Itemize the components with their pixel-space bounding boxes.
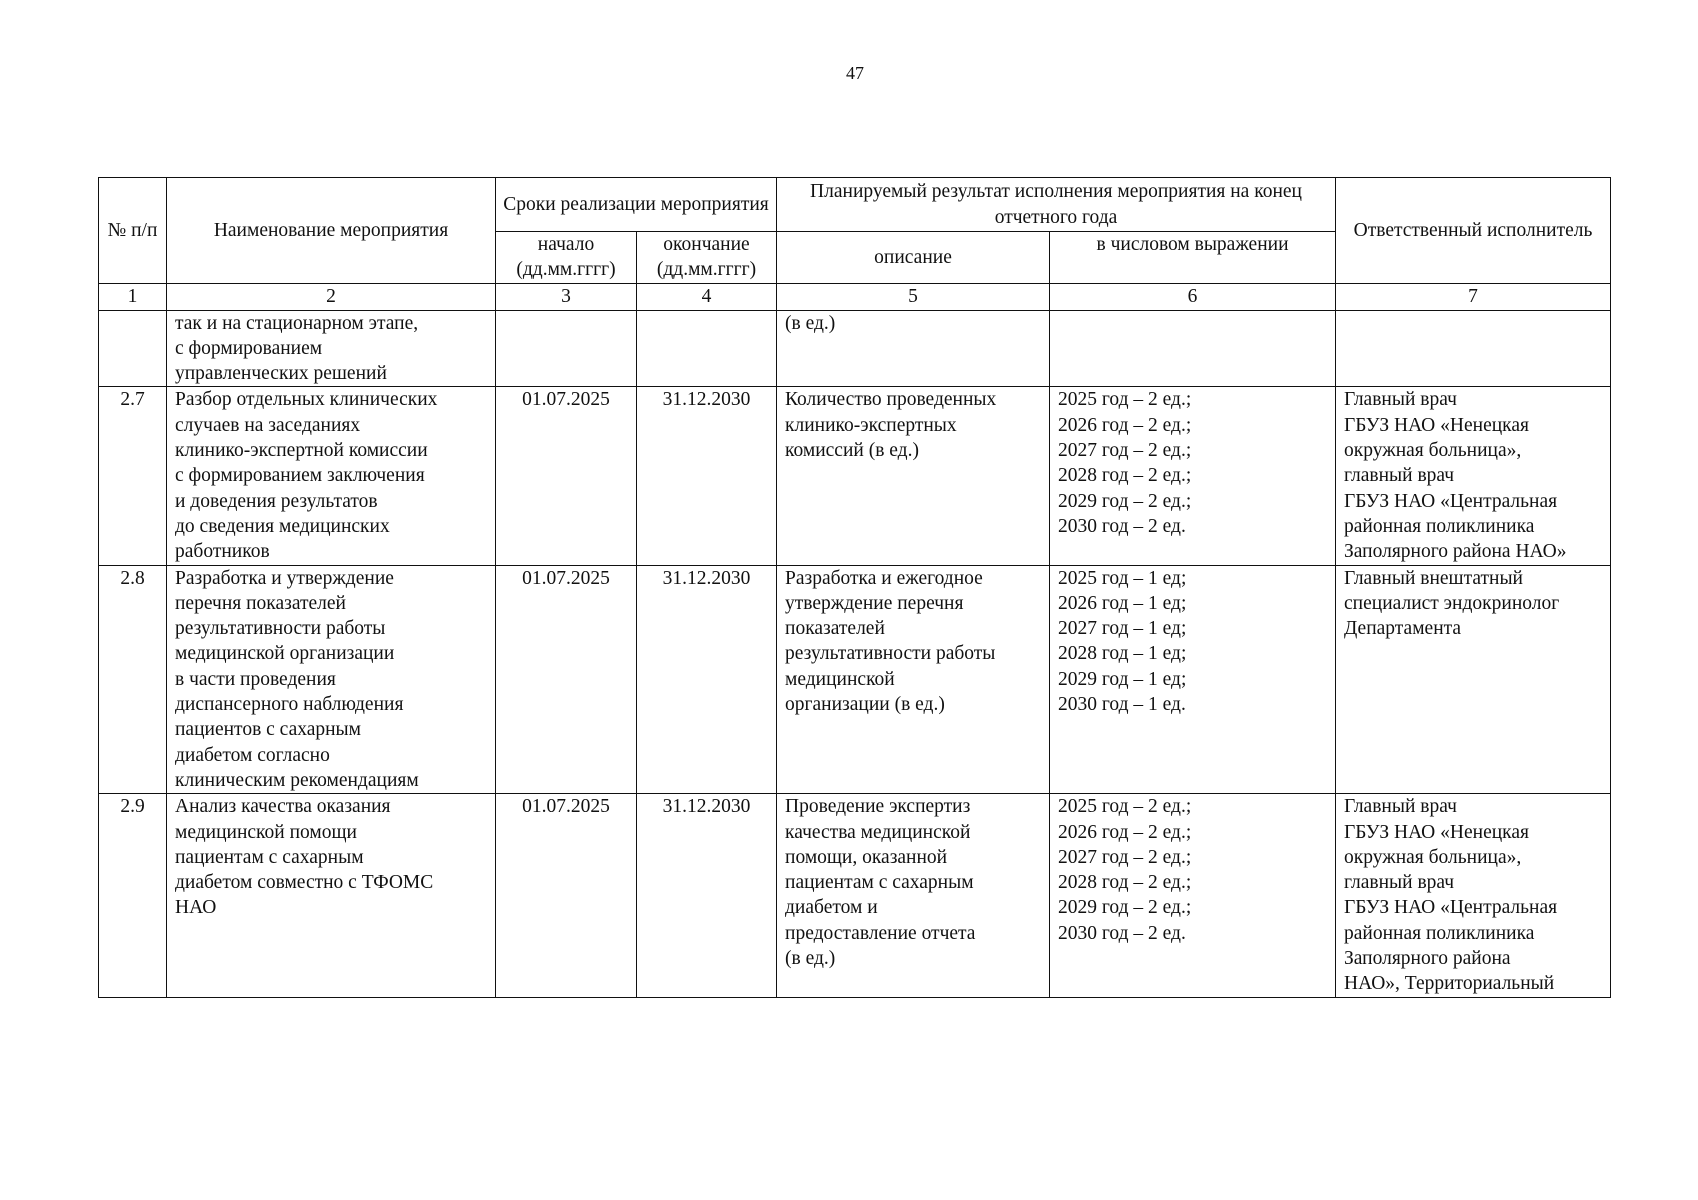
column-numbers-row bbox=[99, 283, 1611, 310]
responsible-executor-line: Главный врач bbox=[1344, 389, 1457, 411]
result-description-line: Количество проведенных bbox=[785, 389, 997, 411]
page-number: 47 bbox=[846, 63, 864, 83]
activity-name-line: Разбор отдельных клинических bbox=[175, 389, 438, 411]
activity-name-line: клинико-экспертной комиссии bbox=[175, 440, 428, 462]
responsible-executor-line: ГБУЗ НАО «Ненецкая bbox=[1344, 414, 1529, 436]
result-numeric-line: 2030 год – 2 ед. bbox=[1058, 515, 1186, 537]
activity-name-line: до сведения медицинских bbox=[175, 515, 390, 537]
result-description bbox=[777, 387, 1050, 565]
result-description-line: качества медицинской bbox=[785, 821, 971, 843]
header-terms: Сроки реализации мероприятия bbox=[496, 178, 777, 232]
responsible-executor-line: ГБУЗ НАО «Центральная bbox=[1344, 490, 1558, 512]
header-name: Наименование мероприятия bbox=[167, 178, 496, 284]
result-numeric-line: 2028 год – 2 ед.; bbox=[1058, 872, 1192, 894]
start-date: 01.07.2025 bbox=[496, 565, 637, 794]
responsible-executor-line: главный врач bbox=[1344, 872, 1455, 894]
activity-name bbox=[167, 794, 496, 997]
result-numeric-line: 2026 год – 2 ед.; bbox=[1058, 414, 1192, 436]
result-numeric bbox=[1050, 310, 1336, 387]
result-numeric bbox=[1050, 387, 1336, 565]
header-result: Планируемый результат исполнения мероприятия на конец отчетного года bbox=[777, 178, 1336, 232]
activity-name-line: с формированием bbox=[175, 337, 323, 359]
result-numeric-line: 2029 год – 1 ед; bbox=[1058, 668, 1187, 690]
activity-name bbox=[167, 565, 496, 794]
result-description-line: (в ед.) bbox=[785, 948, 836, 970]
row-number bbox=[99, 310, 167, 387]
column-number: 3 bbox=[496, 283, 637, 310]
column-number: 6 bbox=[1050, 283, 1336, 310]
result-description-line: диабетом и bbox=[785, 897, 878, 919]
activity-name bbox=[167, 387, 496, 565]
activity-name-line: пациентов с сахарным bbox=[175, 719, 362, 741]
result-numeric-line: 2028 год – 1 ед; bbox=[1058, 643, 1187, 665]
result-numeric-line: 2026 год – 1 ед; bbox=[1058, 592, 1187, 614]
result-numeric-line: 2025 год – 1 ед; bbox=[1058, 567, 1187, 589]
result-description-line: клинико-экспертных bbox=[785, 414, 957, 436]
activity-name-line: результативности работы bbox=[175, 618, 386, 640]
responsible-executor-line: Главный врач bbox=[1344, 796, 1457, 818]
responsible-executor bbox=[1336, 794, 1611, 997]
activity-name-line: пациентам с сахарным bbox=[175, 846, 364, 868]
activity-name-line: управленческих решений bbox=[175, 363, 387, 385]
activity-name-line: НАО bbox=[175, 897, 217, 919]
header-numeric: в числовом выражении bbox=[1050, 232, 1336, 284]
start-date: 01.07.2025 bbox=[496, 794, 637, 997]
result-description-line: комиссий (в ед.) bbox=[785, 440, 919, 462]
result-description-line: результативности работы bbox=[785, 643, 996, 665]
result-description-line: пациентам с сахарным bbox=[785, 872, 974, 894]
result-numeric-line: 2025 год – 2 ед.; bbox=[1058, 796, 1192, 818]
result-numeric-line: 2029 год – 2 ед.; bbox=[1058, 897, 1192, 919]
result-description-line: Разработка и ежегодное bbox=[785, 567, 983, 589]
table-row bbox=[99, 794, 1611, 997]
header-responsible: Ответственный исполнитель bbox=[1336, 178, 1611, 284]
column-number: 1 bbox=[99, 283, 167, 310]
header-num: № п/п bbox=[99, 178, 167, 284]
activity-name-line: случаев на заседаниях bbox=[175, 414, 361, 436]
activity-name bbox=[167, 310, 496, 387]
activity-name-line: диспансерного наблюдения bbox=[175, 694, 404, 716]
result-description bbox=[777, 565, 1050, 794]
end-date bbox=[637, 310, 777, 387]
activity-name-line: с формированием заключения bbox=[175, 465, 425, 487]
result-description-line: показателей bbox=[785, 618, 885, 640]
responsible-executor-line: районная поликлиника bbox=[1344, 515, 1535, 537]
end-date: 31.12.2030 bbox=[637, 387, 777, 565]
result-description bbox=[777, 310, 1050, 387]
table-body bbox=[99, 310, 1611, 997]
responsible-executor-line: НАО», Территориальный bbox=[1344, 973, 1555, 995]
activities-table bbox=[98, 177, 1611, 998]
activity-name-line: медицинской помощи bbox=[175, 821, 357, 843]
responsible-executor bbox=[1336, 310, 1611, 387]
header-description: описание bbox=[777, 232, 1050, 284]
result-description-line: предоставление отчета bbox=[785, 922, 976, 944]
start-date: 01.07.2025 bbox=[496, 387, 637, 565]
activity-name-line: клиническим рекомендациям bbox=[175, 769, 419, 791]
result-description-line: утверждение перечня bbox=[785, 592, 964, 614]
activity-name-line: диабетом согласно bbox=[175, 744, 330, 766]
responsible-executor bbox=[1336, 387, 1611, 565]
result-description-line: Проведение экспертиз bbox=[785, 796, 971, 818]
activity-name-line: диабетом совместно с ТФОМС bbox=[175, 872, 434, 894]
activity-name-line: так и на стационарном этапе, bbox=[175, 312, 419, 334]
result-description-line: помощи, оказанной bbox=[785, 846, 948, 868]
responsible-executor-line: районная поликлиника bbox=[1344, 922, 1535, 944]
responsible-executor-line: ГБУЗ НАО «Ненецкая bbox=[1344, 821, 1529, 843]
responsible-executor-line: окружная больница», bbox=[1344, 440, 1522, 462]
header-start: начало (дд.мм.гггг) bbox=[496, 232, 637, 284]
activity-name-line: перечня показателей bbox=[175, 592, 346, 614]
table-row bbox=[99, 310, 1611, 387]
end-date: 31.12.2030 bbox=[637, 794, 777, 997]
column-number: 5 bbox=[777, 283, 1050, 310]
column-number: 2 bbox=[167, 283, 496, 310]
responsible-executor-line: Главный внештатный bbox=[1344, 567, 1523, 589]
activity-name-line: и доведения результатов bbox=[175, 490, 378, 512]
result-numeric-line: 2027 год – 2 ед.; bbox=[1058, 846, 1192, 868]
activity-name-line: Разработка и утверждение bbox=[175, 567, 394, 589]
result-numeric-line: 2026 год – 2 ед.; bbox=[1058, 821, 1192, 843]
result-description-line: (в ед.) bbox=[785, 312, 836, 334]
result-numeric-line: 2028 год – 2 ед.; bbox=[1058, 465, 1192, 487]
activity-name-line: работников bbox=[175, 541, 270, 563]
table-row bbox=[99, 387, 1611, 565]
result-numeric-line: 2027 год – 1 ед; bbox=[1058, 618, 1187, 640]
result-description-line: организации (в ед.) bbox=[785, 694, 945, 716]
responsible-executor-line: ГБУЗ НАО «Центральная bbox=[1344, 897, 1558, 919]
row-number: 2.8 bbox=[99, 565, 167, 794]
result-numeric-line: 2025 год – 2 ед.; bbox=[1058, 389, 1192, 411]
responsible-executor-line: Департамента bbox=[1344, 618, 1462, 640]
end-date: 31.12.2030 bbox=[637, 565, 777, 794]
result-numeric-line: 2029 год – 2 ед.; bbox=[1058, 490, 1192, 512]
row-number: 2.7 bbox=[99, 387, 167, 565]
result-numeric-line: 2027 год – 2 ед.; bbox=[1058, 440, 1192, 462]
table-row bbox=[99, 565, 1611, 794]
row-number: 2.9 bbox=[99, 794, 167, 997]
start-date bbox=[496, 310, 637, 387]
responsible-executor bbox=[1336, 565, 1611, 794]
result-numeric bbox=[1050, 565, 1336, 794]
activity-name-line: Анализ качества оказания bbox=[175, 796, 391, 818]
header-end: окончание (дд.мм.гггг) bbox=[637, 232, 777, 284]
responsible-executor-line: Заполярного района bbox=[1344, 948, 1511, 970]
result-numeric-line: 2030 год – 2 ед. bbox=[1058, 922, 1186, 944]
result-description bbox=[777, 794, 1050, 997]
responsible-executor-line: окружная больница», bbox=[1344, 846, 1522, 868]
result-numeric bbox=[1050, 794, 1336, 997]
column-number: 7 bbox=[1336, 283, 1611, 310]
responsible-executor-line: специалист эндокринолог bbox=[1344, 592, 1560, 614]
responsible-executor-line: главный врач bbox=[1344, 465, 1455, 487]
result-description-line: медицинской bbox=[785, 668, 895, 690]
column-number: 4 bbox=[637, 283, 777, 310]
result-numeric-line: 2030 год – 1 ед. bbox=[1058, 694, 1186, 716]
table-header bbox=[99, 178, 1611, 311]
activity-name-line: медицинской организации bbox=[175, 643, 395, 665]
responsible-executor-line: Заполярного района НАО» bbox=[1344, 541, 1567, 563]
activity-name-line: в части проведения bbox=[175, 668, 336, 690]
